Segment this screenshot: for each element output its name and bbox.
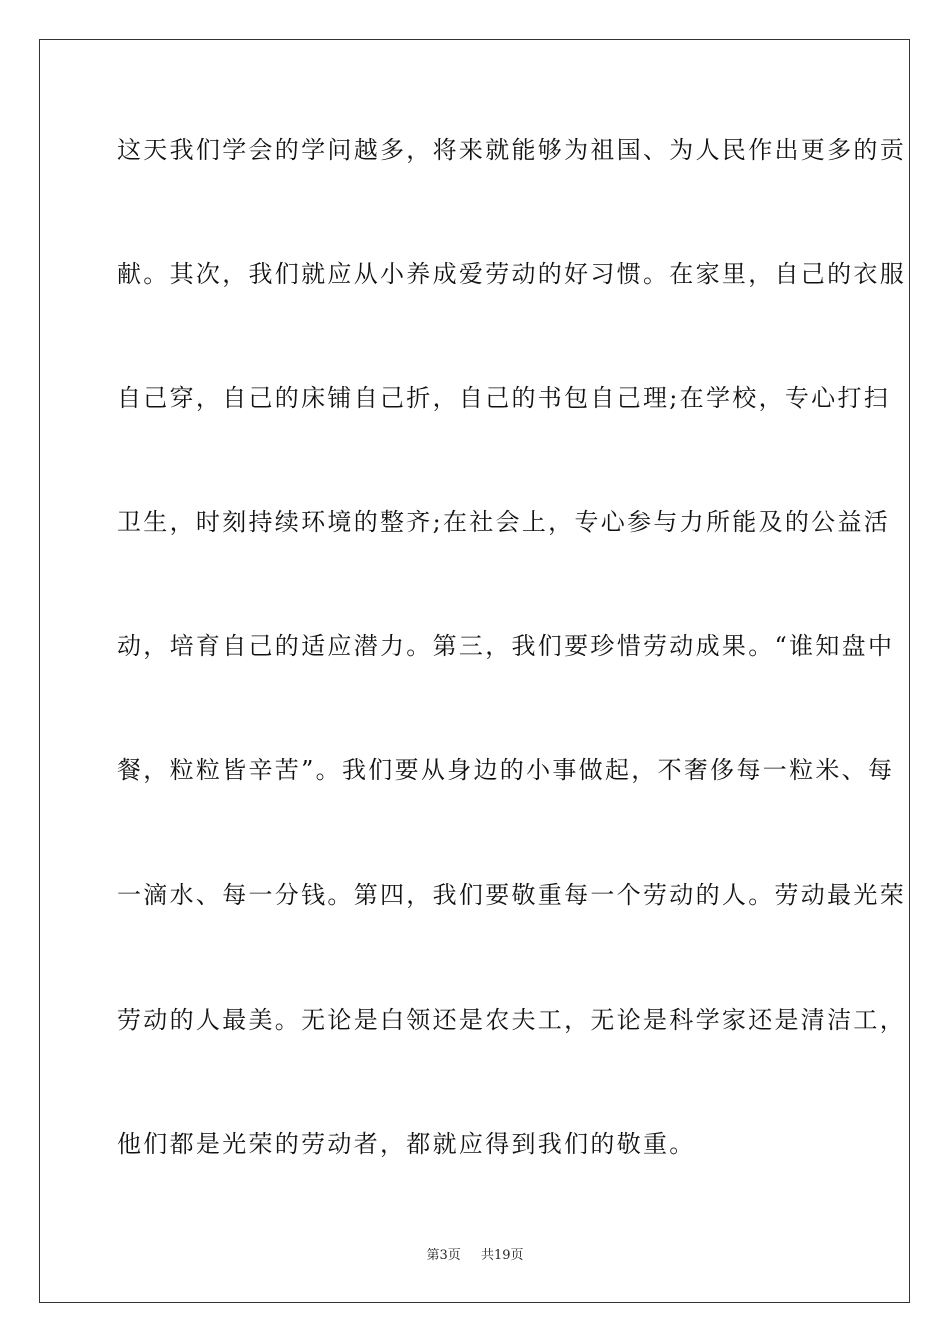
body-text-line: 动，培育自己的适应潜力。第三，我们要珍惜劳动成果。“谁知盘中 xyxy=(117,632,895,660)
body-text-line: 他们都是光荣的劳动者，都就应得到我们的敬重。 xyxy=(117,1130,696,1158)
page-border xyxy=(39,39,910,1303)
body-text-line: 卫生，时刻持续环境的整齐;在社会上，专心参与力所能及的公益活 xyxy=(117,508,891,536)
body-text-line: 这天我们学会的学问越多，将来就能够为祖国、为人民作出更多的贡 xyxy=(117,136,906,164)
body-text-line: 自己穿，自己的床铺自己折，自己的书包自己理;在学校，专心打扫 xyxy=(117,384,891,412)
page-footer xyxy=(0,1247,950,1265)
body-text-line: 餐，粒粒皆辛苦”。我们要从身边的小事做起，不奢侈每一粒米、每 xyxy=(117,756,895,784)
page-number: 第3页 xyxy=(426,1248,461,1263)
body-text-line: 劳动的人最美。无论是白领还是农夫工，无论是科学家还是清洁工， xyxy=(117,1006,906,1034)
body-text-line: 一滴水、每一分钱。第四，我们要敬重每一个劳动的人。劳动最光荣 xyxy=(117,881,906,909)
body-text-line: 献。其次，我们就应从小养成爱劳动的好习惯。在家里，自己的衣服 xyxy=(117,260,906,288)
page-total: 共19页 xyxy=(481,1248,524,1263)
